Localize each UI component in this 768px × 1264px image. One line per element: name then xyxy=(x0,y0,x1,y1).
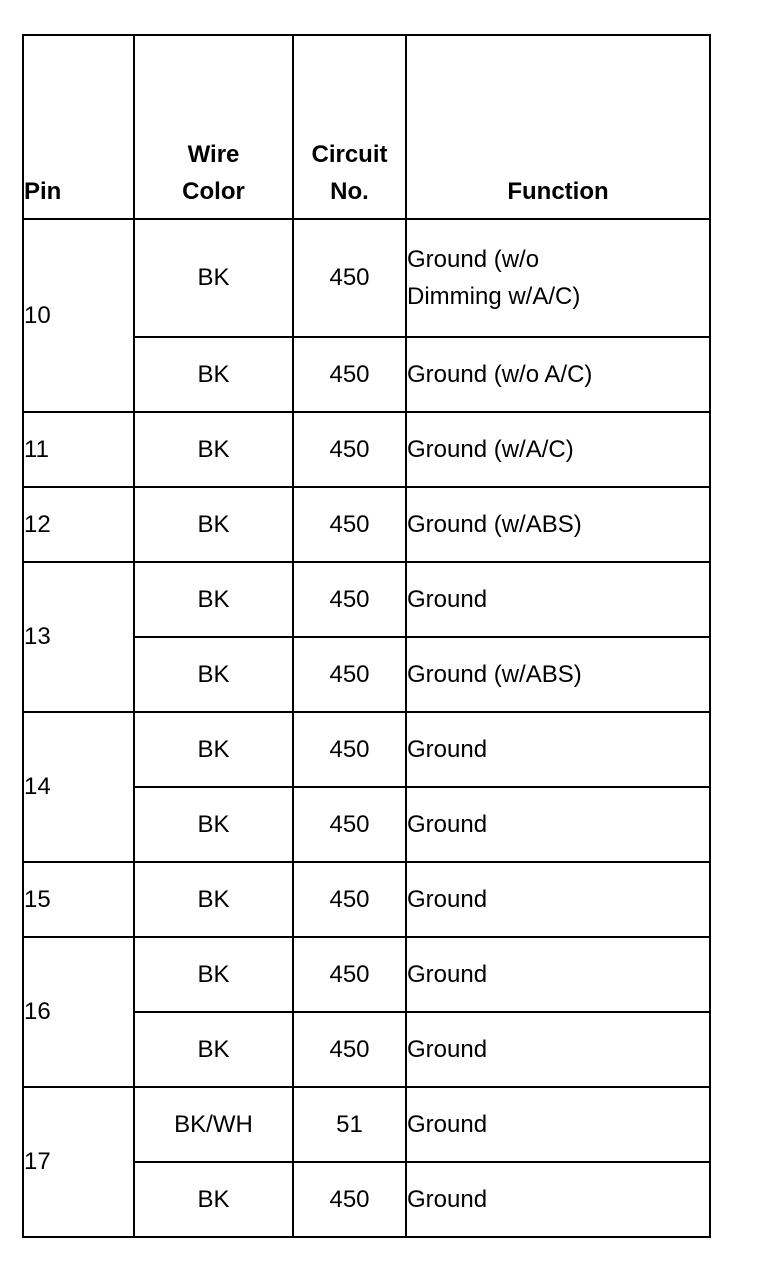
function-text: Ground xyxy=(407,1185,488,1213)
circuit-no-cell: 450 xyxy=(293,862,406,937)
function-text: Ground xyxy=(407,1035,488,1063)
table-header xyxy=(23,35,710,219)
table-row xyxy=(23,412,710,487)
wire-color-cell: BK xyxy=(134,862,293,937)
circuit-no-cell: 450 xyxy=(293,337,406,412)
circuit-no-cell: 450 xyxy=(293,1012,406,1087)
circuit-no-cell: 450 xyxy=(293,787,406,862)
wire-color-cell: BK xyxy=(134,1162,293,1237)
circuit-no-cell: 450 xyxy=(293,637,406,712)
table-row xyxy=(23,937,710,1012)
function-cell xyxy=(406,412,710,487)
circuit-no-cell: 450 xyxy=(293,937,406,1012)
function-text: Ground (w/ABS) xyxy=(407,510,582,538)
wire-color-cell: BK xyxy=(134,487,293,562)
function-cell xyxy=(406,862,710,937)
header-circuit-line2: No. xyxy=(330,177,369,205)
function-text: Ground (w/ABS) xyxy=(407,660,582,688)
header-function xyxy=(406,35,710,219)
table-body xyxy=(23,219,710,1237)
function-cell xyxy=(406,1087,710,1162)
pin-cell: 12 xyxy=(23,487,134,562)
circuit-no-cell: 450 xyxy=(293,562,406,637)
function-cell xyxy=(406,337,710,412)
wire-color-cell: BK xyxy=(134,337,293,412)
function-cell xyxy=(406,219,710,337)
wire-color-cell: BK/WH xyxy=(134,1087,293,1162)
function-cell xyxy=(406,787,710,862)
circuit-no-cell: 450 xyxy=(293,712,406,787)
pin-cell: 13 xyxy=(23,562,134,712)
function-text: Ground xyxy=(407,810,488,838)
wire-color-cell: BK xyxy=(134,219,293,337)
header-wire-color-line1: Wire xyxy=(187,140,240,168)
header-pin-label: Pin xyxy=(24,177,62,205)
function-text: Ground xyxy=(407,1110,488,1138)
pin-cell: 15 xyxy=(23,862,134,937)
function-cell xyxy=(406,712,710,787)
pin-cell: 10 xyxy=(23,219,134,412)
wire-color-cell: BK xyxy=(134,562,293,637)
header-function-label: Function xyxy=(507,177,609,205)
table-row xyxy=(23,1087,710,1162)
circuit-no-cell: 51 xyxy=(293,1087,406,1162)
table-row xyxy=(23,487,710,562)
function-text: Ground (w/A/C) xyxy=(407,435,574,463)
function-text: Ground xyxy=(407,885,488,913)
pin-cell: 14 xyxy=(23,712,134,862)
circuit-no-cell: 450 xyxy=(293,412,406,487)
pin-cell: 11 xyxy=(23,412,134,487)
function-text: Ground (w/o A/C) xyxy=(407,360,593,388)
pin-cell: 16 xyxy=(23,937,134,1087)
function-cell xyxy=(406,562,710,637)
function-cell xyxy=(406,937,710,1012)
wire-color-cell: BK xyxy=(134,412,293,487)
header-row xyxy=(23,35,710,219)
wire-color-cell: BK xyxy=(134,937,293,1012)
function-cell xyxy=(406,1012,710,1087)
function-cell xyxy=(406,1162,710,1237)
header-circuit-no xyxy=(293,35,406,219)
function-text: Ground xyxy=(407,960,488,988)
wire-color-cell: BK xyxy=(134,787,293,862)
circuit-no-cell: 450 xyxy=(293,219,406,337)
table-row xyxy=(23,862,710,937)
wire-color-cell: BK xyxy=(134,712,293,787)
function-cell xyxy=(406,487,710,562)
function-text: Dimming w/A/C) xyxy=(407,283,581,310)
header-wire-color-line2: Color xyxy=(182,177,245,205)
header-circuit-line1: Circuit xyxy=(311,140,388,168)
wire-color-cell: BK xyxy=(134,1012,293,1087)
function-text: Ground xyxy=(407,735,488,763)
header-pin xyxy=(23,35,134,219)
table-row xyxy=(23,712,710,787)
pin-cell: 17 xyxy=(23,1087,134,1237)
circuit-no-cell: 450 xyxy=(293,487,406,562)
table-row xyxy=(23,219,710,337)
table-row xyxy=(23,562,710,637)
header-wire-color xyxy=(134,35,293,219)
function-text: Ground (w/o xyxy=(407,245,540,273)
circuit-no-cell: 450 xyxy=(293,1162,406,1237)
pinout-table xyxy=(22,34,711,1238)
function-cell xyxy=(406,637,710,712)
wire-color-cell: BK xyxy=(134,637,293,712)
function-text: Ground xyxy=(407,585,488,613)
